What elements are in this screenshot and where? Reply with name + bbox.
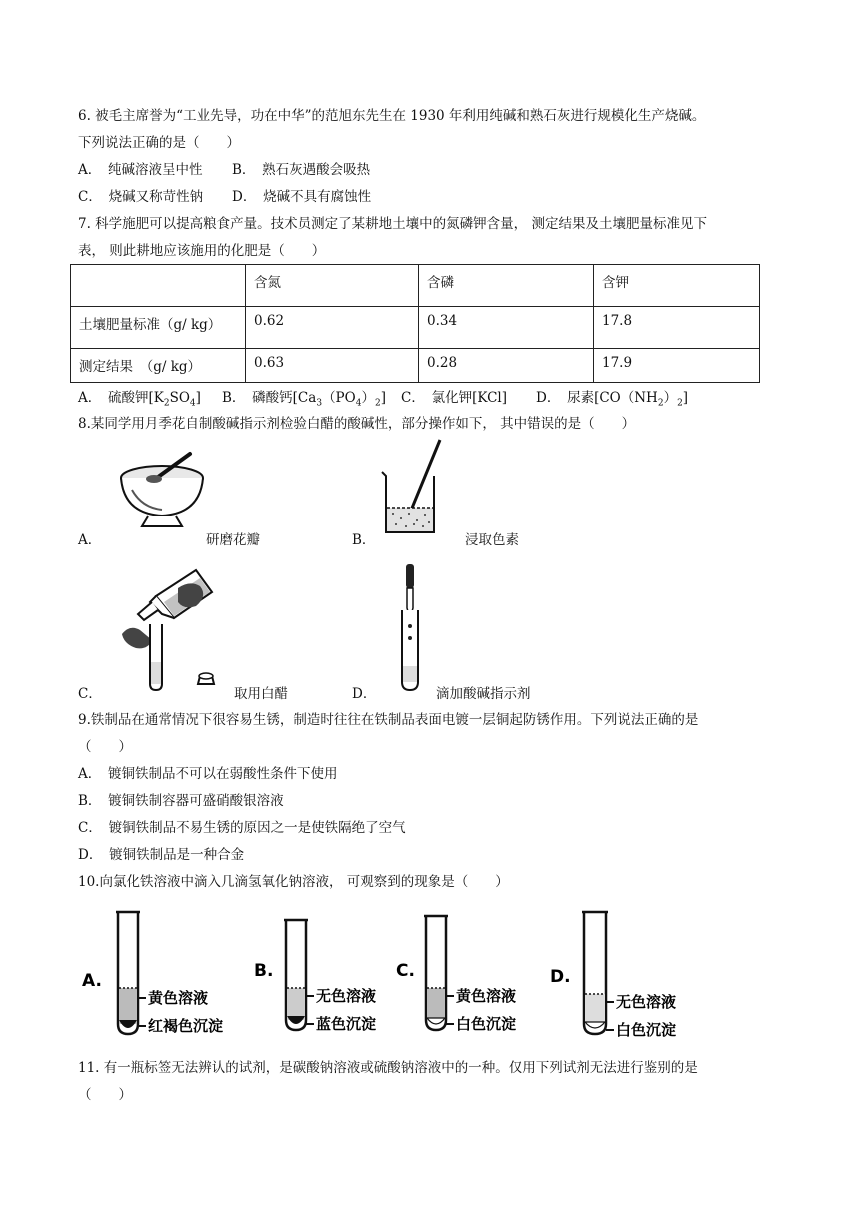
tube-c-letter: C.	[396, 961, 415, 981]
table-header-cell: 含氮	[246, 265, 419, 307]
table-row	[71, 349, 760, 383]
q7-stem-line2: 表， 则此耕地应该施用的化肥是（ ）	[78, 243, 326, 259]
q7-stem-line1: 7. 科学施肥可以提高粮食产量。技术员测定了某耕地土壤中的氮磷钾含量， 测定结果及土壤肥量标准见下	[78, 216, 707, 232]
tube-b-bottom-label: 蓝色沉淀	[316, 1015, 377, 1033]
tube-c-bottom-label: 白色沉淀	[456, 1015, 517, 1033]
q9-option-d: D． 镀铜铁制品是一种合金	[78, 847, 245, 863]
q9-stem-line1: 9.铁制品在通常情况下很容易生锈，制造时往往在铁制品表面电镀一层铜起防锈作用。下列说法正确的是	[78, 712, 699, 728]
q6-option-c: C． 烧碱又称苛性钠	[78, 189, 204, 205]
q8-option-b-letter: B．	[352, 532, 376, 548]
table-header-cell: 含磷	[419, 265, 594, 307]
mortar-pestle-figure	[112, 450, 212, 532]
q8-option-d-label: 滴加酸碱指示剂	[436, 686, 531, 702]
q8-stem: 8.某同学用月季花自制酸碱指示剂检验白醋的酸碱性，部分操作如下， 其中错误的是（ ）	[78, 416, 636, 432]
q7-option-c: C． 氯化钾[KCl]	[401, 390, 507, 406]
table-header-cell	[71, 265, 246, 307]
test-tube-option-b	[254, 916, 394, 1040]
table-header-row	[71, 265, 760, 307]
q7-option-b: B． 磷酸钙$[Ca_3(PO_4)_2]$	[222, 390, 386, 409]
q10-stem: 10.向氯化铁溶液中滴入几滴氢氧化钠溶液， 可观察到的现象是（ ）	[78, 874, 509, 890]
tube-b-top-label: 无色溶液	[316, 987, 377, 1005]
table-cell: 17.8	[594, 307, 760, 349]
q8-option-c-letter: C．	[78, 686, 102, 702]
table-cell: 0.28	[419, 349, 594, 383]
tube-d-top-label: 无色溶液	[616, 993, 677, 1011]
tube-b-letter: B.	[254, 961, 274, 981]
q9-stem-line2: （ ）	[78, 739, 132, 755]
table-cell: 0.62	[246, 307, 419, 349]
test-tube-option-a	[82, 906, 252, 1040]
q8-option-b-label: 浸取色素	[465, 532, 519, 548]
table-cell: 0.34	[419, 307, 594, 349]
table-header-cell: 含钾	[594, 265, 760, 307]
q7-option-a: A． 硫酸钾$[K_2SO_4]$	[78, 390, 201, 409]
beaker-stir-figure	[378, 438, 444, 538]
q6-option-b: B． 熟石灰遇酸会吸热	[232, 162, 371, 178]
q9-option-a: A． 镀铜铁制品不可以在弱酸性条件下使用	[78, 766, 338, 782]
q7-option-d: D． 尿素$[CO(NH_2)_2]$	[536, 390, 689, 409]
tube-a-bottom-label: 红褐色沉淀	[148, 1017, 224, 1035]
q9-option-b: B． 镀铜铁制容器可盛硝酸银溶液	[78, 793, 284, 809]
table-cell: 17.9	[594, 349, 760, 383]
q6-stem-line1: 6. 被毛主席誉为“工业先导，功在中华”的范旭东先生在 1930 年利用纯碱和熟石灰进行规模化生产烧碱。	[78, 108, 706, 124]
table-cell: 测定结果 （g/ kg）	[71, 349, 246, 383]
table-row	[71, 307, 760, 349]
test-tube-option-d	[550, 906, 700, 1042]
dropper-test-tube-figure	[394, 562, 426, 692]
q9-option-c: C． 镀铜铁制品不易生锈的原因之一是使铁隔绝了空气	[78, 820, 406, 836]
table-cell: 0.63	[246, 349, 419, 383]
q11-stem-line2: （ ）	[78, 1087, 132, 1103]
tube-d-bottom-label: 白色沉淀	[616, 1021, 677, 1039]
q8-option-d-letter: D．	[352, 686, 377, 702]
q6-option-d: D． 烧碱不具有腐蚀性	[232, 189, 372, 205]
tube-a-top-label: 黄色溶液	[148, 989, 209, 1007]
q8-option-a-letter: A．	[78, 532, 102, 548]
q6-stem-line2: 下列说法正确的是（ ）	[78, 135, 240, 151]
tube-a-letter: A.	[82, 971, 102, 991]
q8-option-a-label: 研磨花瓣	[206, 532, 260, 548]
q6-option-a: A． 纯碱溶液呈中性	[78, 162, 203, 178]
tube-d-letter: D.	[550, 967, 571, 987]
test-tube-option-c	[396, 912, 536, 1040]
pour-vinegar-figure	[112, 566, 232, 692]
soil-fertility-table	[70, 264, 760, 383]
tube-c-top-label: 黄色溶液	[456, 987, 517, 1005]
q8-option-c-label: 取用白醋	[234, 686, 288, 702]
table-cell: 土壤肥量标准（g/ kg）	[71, 307, 246, 349]
q11-stem-line1: 11. 有一瓶标签无法辨认的试剂，是碳酸钠溶液或硫酸钠溶液中的一种。仅用下列试剂无法进行鉴别的是	[78, 1060, 698, 1076]
